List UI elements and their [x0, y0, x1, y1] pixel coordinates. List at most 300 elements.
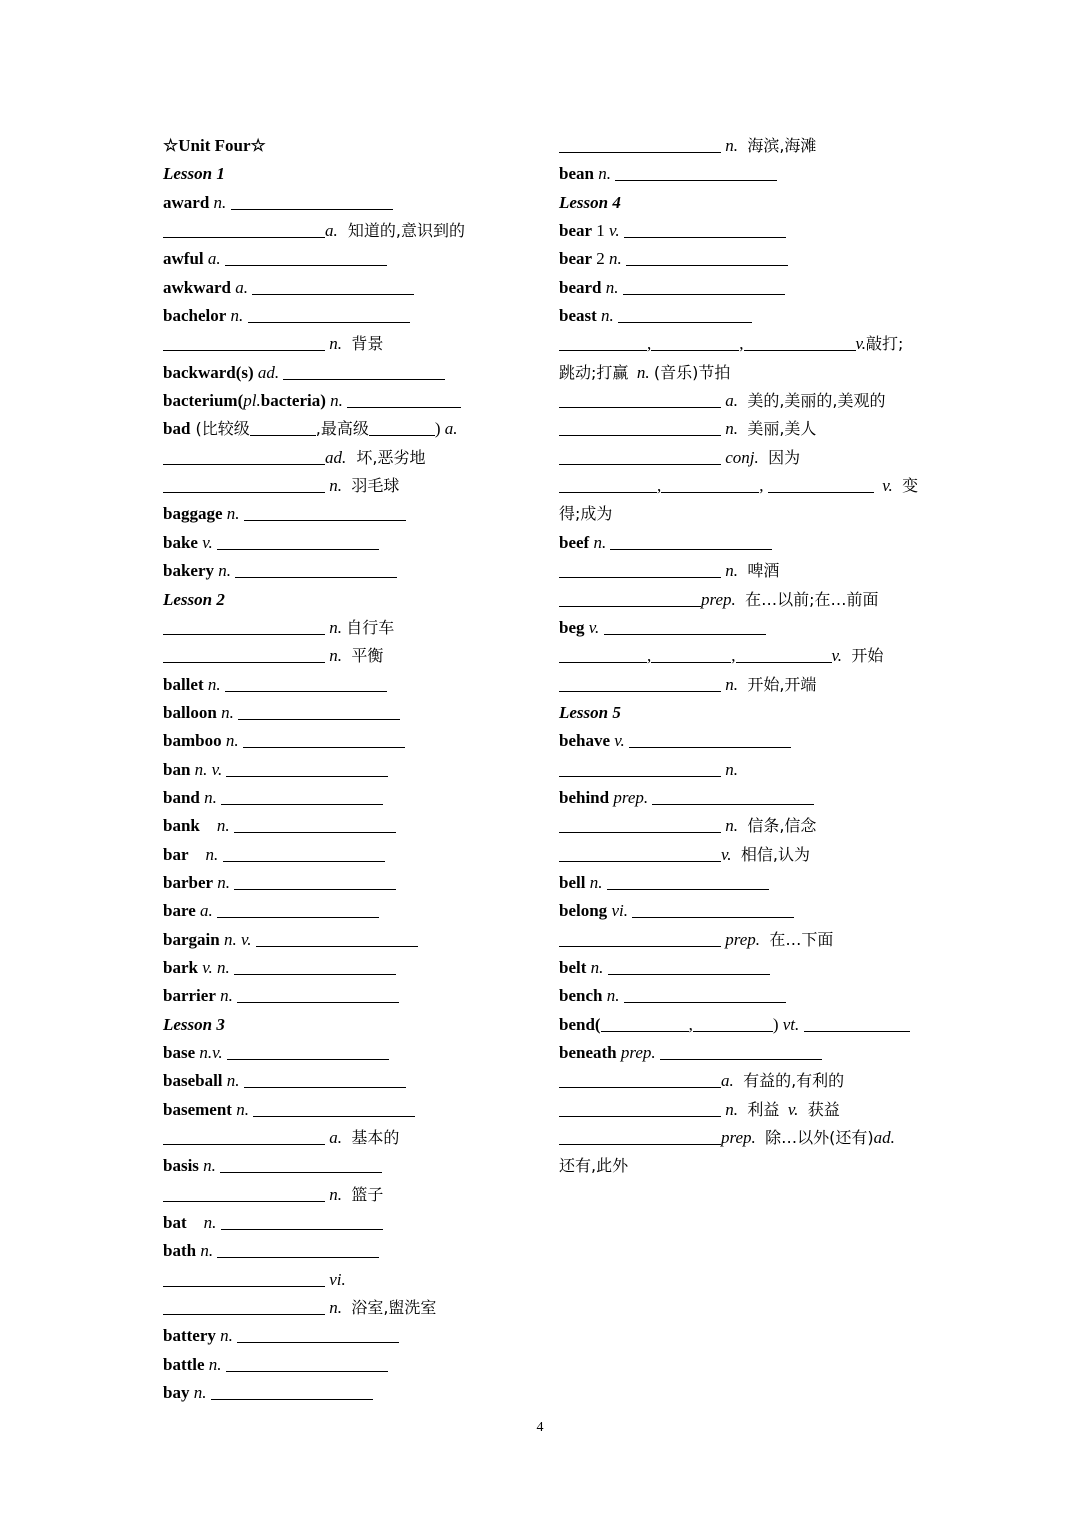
- vocab-row: [559, 926, 931, 954]
- part-of-speech: v.: [604, 221, 624, 241]
- answer-blank[interactable]: [226, 759, 388, 777]
- punctuation: 2: [592, 249, 605, 269]
- vocab-row: [559, 330, 931, 358]
- answer-blank[interactable]: [237, 985, 399, 1003]
- part-of-speech: prep.: [721, 929, 765, 949]
- answer-blank[interactable]: [235, 560, 397, 578]
- headword: baggage: [163, 504, 223, 524]
- headword: bachelor: [163, 306, 227, 326]
- vocab-row: [559, 132, 931, 160]
- answer-blank[interactable]: [250, 418, 316, 436]
- answer-blank[interactable]: [604, 617, 766, 635]
- vocab-row: [559, 160, 931, 188]
- answer-blank[interactable]: [226, 1354, 388, 1372]
- vocab-row: [559, 982, 931, 1010]
- answer-blank[interactable]: [217, 900, 379, 918]
- answer-blank[interactable]: [744, 333, 856, 351]
- vocab-row: [163, 982, 533, 1010]
- answer-blank[interactable]: [607, 872, 769, 890]
- chinese-meaning: 篮子: [346, 1184, 384, 1204]
- answer-blank[interactable]: [163, 1269, 325, 1287]
- answer-blank[interactable]: [632, 900, 794, 918]
- unit-heading: ☆Unit Four☆: [163, 136, 266, 155]
- vocab-row: [163, 217, 533, 245]
- part-of-speech: vt.: [778, 1014, 804, 1034]
- part-of-speech: n.: [221, 731, 243, 751]
- vocab-row: [163, 642, 533, 670]
- chinese-meaning: 知道的,意识到的: [337, 221, 466, 241]
- part-of-speech: a.: [325, 1128, 347, 1148]
- part-of-speech: v. n.: [197, 957, 235, 977]
- vocab-row: [163, 1209, 533, 1237]
- headword: bare: [163, 901, 196, 921]
- part-of-speech: a.: [721, 391, 743, 411]
- answer-blank[interactable]: [163, 1184, 325, 1202]
- answer-blank[interactable]: [559, 1070, 721, 1088]
- vocab-row: [559, 756, 931, 784]
- vocab-row: [163, 727, 533, 755]
- vocab-row: [559, 784, 931, 812]
- punctuation: ,: [657, 476, 662, 496]
- part-of-speech: n.: [204, 1354, 226, 1374]
- chinese-meaning: 浴室,盥洗室: [346, 1298, 437, 1318]
- chinese-meaning: 海滨,海滩: [742, 136, 817, 155]
- vocab-row: [559, 274, 931, 302]
- part-of-speech: n.: [721, 674, 743, 694]
- answer-blank[interactable]: [223, 844, 385, 862]
- chinese-meaning: 自行车: [346, 617, 395, 637]
- answer-blank[interactable]: [217, 532, 379, 550]
- answer-blank[interactable]: [651, 333, 739, 351]
- part-of-speech: n.: [602, 986, 624, 1006]
- answer-blank[interactable]: [559, 333, 647, 351]
- chinese-meaning: 在…以前;在…前面: [740, 589, 879, 609]
- answer-blank[interactable]: [217, 1240, 379, 1258]
- punctuation: ,: [739, 334, 744, 354]
- answer-blank[interactable]: [618, 305, 752, 323]
- answer-blank[interactable]: [559, 390, 721, 408]
- headword: bar: [163, 844, 189, 864]
- part-of-speech: a.: [231, 277, 253, 297]
- part-of-speech: n.: [325, 391, 348, 411]
- chinese-meaning: 羽毛球: [346, 476, 400, 496]
- vocab-row: [163, 1011, 533, 1039]
- punctuation: ,: [759, 476, 768, 496]
- vocab-row: [163, 245, 533, 273]
- headword: backward(s): [163, 362, 254, 382]
- vocab-row: [163, 812, 533, 840]
- answer-blank[interactable]: [559, 1099, 721, 1117]
- vocab-row: [559, 897, 931, 925]
- part-of-speech: n.v.: [195, 1043, 227, 1062]
- vocab-row: [163, 756, 533, 784]
- part-of-speech: a.: [325, 221, 338, 241]
- headword: bake: [163, 532, 198, 552]
- vocab-row: [559, 954, 931, 982]
- vocab-row: [163, 954, 533, 982]
- vocab-row: [559, 1096, 931, 1124]
- part-of-speech: n.: [596, 306, 619, 326]
- headword: bean: [559, 164, 594, 184]
- vocab-row: [559, 359, 931, 387]
- headword: beg: [559, 617, 585, 637]
- answer-blank[interactable]: [601, 1014, 689, 1032]
- vocab-row: [163, 415, 533, 443]
- vocab-row: [163, 359, 533, 387]
- answer-blank[interactable]: [211, 1382, 373, 1400]
- answer-blank[interactable]: [234, 872, 396, 890]
- chinese-meaning: 坏,恶劣地: [346, 447, 426, 467]
- vocab-row: [163, 189, 533, 217]
- vocab-row: [163, 160, 533, 188]
- part-of-speech: prep.: [616, 1043, 660, 1062]
- chinese-meaning: 啤酒: [742, 561, 780, 581]
- left-column: [163, 132, 533, 1407]
- part-of-speech: n.: [585, 872, 607, 892]
- answer-blank[interactable]: [221, 787, 383, 805]
- answer-blank[interactable]: [256, 929, 418, 947]
- headword: bark: [163, 957, 198, 977]
- part-of-speech: v.: [779, 1099, 803, 1119]
- answer-blank[interactable]: [253, 1099, 415, 1117]
- chinese-meaning: 相信,认为: [735, 844, 810, 864]
- part-of-speech: n.: [721, 419, 743, 439]
- answer-blank[interactable]: [559, 135, 721, 153]
- answer-blank[interactable]: [559, 589, 701, 607]
- headword: battery: [163, 1326, 216, 1346]
- answer-blank[interactable]: [559, 560, 721, 578]
- part-of-speech: n.: [231, 1099, 254, 1119]
- chinese-meaning: 利益: [742, 1099, 780, 1119]
- punctuation: 1: [592, 221, 605, 241]
- answer-blank[interactable]: [559, 475, 657, 493]
- chinese-meaning: 敲打;: [866, 334, 904, 354]
- part-of-speech: n.: [214, 561, 236, 581]
- answer-blank[interactable]: [624, 220, 786, 238]
- part-of-speech: v.: [873, 476, 898, 496]
- answer-blank[interactable]: [225, 674, 387, 692]
- answer-blank[interactable]: [624, 985, 786, 1003]
- answer-blank[interactable]: [248, 305, 410, 323]
- headword: bay: [163, 1383, 190, 1403]
- vocab-row: [163, 472, 533, 500]
- headword: beard: [559, 277, 602, 297]
- headword: bank: [163, 816, 200, 836]
- part-of-speech: ad.: [325, 447, 347, 467]
- vocab-row: [163, 302, 533, 330]
- part-of-speech: n.: [209, 192, 231, 212]
- answer-blank[interactable]: [768, 475, 874, 493]
- part-of-speech: n.: [325, 334, 347, 354]
- vocab-row: [163, 387, 533, 415]
- part-of-speech: n.: [215, 986, 238, 1006]
- answer-blank[interactable]: [369, 418, 435, 436]
- part-of-speech: v.: [584, 617, 604, 637]
- answer-blank[interactable]: [225, 248, 387, 266]
- vocab-row: [163, 529, 533, 557]
- answer-blank[interactable]: [610, 532, 772, 550]
- lesson-heading: Lesson 2: [163, 589, 225, 609]
- part-of-speech: v.: [197, 532, 218, 552]
- part-of-speech: a.: [440, 419, 458, 439]
- answer-blank[interactable]: [243, 730, 405, 748]
- vocab-row: [559, 1152, 931, 1180]
- part-of-speech: n.: [628, 362, 654, 382]
- answer-blank[interactable]: [559, 418, 721, 436]
- answer-blank[interactable]: [237, 1325, 399, 1343]
- vocab-row: [559, 671, 931, 699]
- part-of-speech: n.: [226, 306, 248, 326]
- answer-blank[interactable]: [629, 730, 791, 748]
- headword: barber: [163, 872, 214, 892]
- part-of-speech: v.: [610, 731, 630, 751]
- part-of-speech: prep.: [609, 787, 653, 807]
- headword: base: [163, 1043, 196, 1062]
- part-of-speech: n.: [325, 1184, 347, 1204]
- headword: bath: [163, 1241, 197, 1261]
- part-of-speech: n.: [222, 1071, 244, 1091]
- vocab-row: [163, 132, 533, 160]
- chinese-meaning: (音乐)节拍: [653, 362, 731, 382]
- answer-blank[interactable]: [163, 447, 325, 465]
- part-of-speech: n.: [325, 476, 347, 496]
- part-of-speech: n.: [325, 646, 347, 666]
- vocab-row: [163, 1379, 533, 1407]
- part-of-speech: n.: [589, 532, 611, 552]
- vocab-row: [559, 869, 931, 897]
- answer-blank[interactable]: [559, 447, 721, 465]
- headword: baseball: [163, 1071, 223, 1091]
- part-of-speech: n.: [198, 1156, 221, 1176]
- answer-blank[interactable]: [227, 1042, 389, 1060]
- vocab-row: [163, 1266, 533, 1294]
- part-of-speech: n.: [593, 164, 616, 184]
- answer-blank[interactable]: [231, 192, 393, 210]
- lesson-heading: Lesson 1: [163, 164, 225, 184]
- vocab-row: [163, 557, 533, 585]
- headword: balloon: [163, 702, 217, 722]
- headword: beast: [559, 306, 597, 326]
- part-of-speech: n.: [196, 1241, 218, 1261]
- vocab-row: [163, 500, 533, 528]
- vocab-row: [163, 1181, 533, 1209]
- vocab-row: [559, 189, 931, 217]
- chinese-meaning: 跳动;打赢: [559, 362, 629, 382]
- vocab-row: [559, 586, 931, 614]
- answer-blank[interactable]: [559, 759, 721, 777]
- part-of-speech: n. v.: [219, 929, 256, 949]
- answer-blank[interactable]: [252, 277, 414, 295]
- vocab-row: [163, 1237, 533, 1265]
- lesson-heading: Lesson 5: [559, 702, 621, 722]
- vocab-row: [163, 274, 533, 302]
- headword: bear: [559, 249, 593, 269]
- answer-blank[interactable]: [736, 645, 832, 663]
- part-of-speech: v.: [721, 844, 736, 864]
- headword: awful: [163, 249, 204, 269]
- part-of-speech: n.: [721, 561, 743, 581]
- answer-blank[interactable]: [163, 220, 325, 238]
- punctuation: ): [434, 419, 441, 439]
- answer-blank[interactable]: [163, 333, 325, 351]
- part-of-speech: v.: [855, 334, 867, 354]
- part-of-speech: a.: [195, 901, 217, 921]
- headword: behind: [559, 787, 610, 807]
- answer-blank[interactable]: [238, 702, 400, 720]
- headword: beneath: [559, 1043, 617, 1062]
- answer-blank[interactable]: [163, 1297, 325, 1315]
- headword: bear: [559, 221, 593, 241]
- answer-blank[interactable]: [163, 617, 325, 635]
- headword: bamboo: [163, 731, 222, 751]
- chinese-meaning: 还有,此外: [559, 1156, 629, 1176]
- headword: awkward: [163, 277, 232, 297]
- vocab-row: [559, 1039, 931, 1067]
- part-of-speech: n.: [199, 816, 234, 836]
- vocab-row: [163, 699, 533, 727]
- answer-blank[interactable]: [220, 1155, 382, 1173]
- answer-blank[interactable]: [163, 645, 325, 663]
- vocab-row: [559, 642, 931, 670]
- part-of-speech: n.: [601, 277, 623, 297]
- punctuation: ,: [647, 334, 652, 354]
- part-of-speech: n.: [189, 1383, 211, 1403]
- answer-blank[interactable]: [693, 1014, 773, 1032]
- chinese-meaning: 开始,开端: [742, 674, 817, 694]
- part-of-speech: ad.: [253, 362, 284, 382]
- part-of-speech: n.: [203, 674, 225, 694]
- chinese-meaning: 获益: [802, 1099, 840, 1119]
- answer-blank[interactable]: [660, 1042, 822, 1060]
- headword: bacterium(: [163, 391, 244, 411]
- vocab-row: [559, 529, 931, 557]
- headword: beef: [559, 532, 590, 552]
- vocab-row: [163, 897, 533, 925]
- chinese-meaning: 开始: [846, 646, 884, 666]
- vocab-row: [163, 671, 533, 699]
- vocab-row: [163, 586, 533, 614]
- answer-blank[interactable]: [651, 645, 731, 663]
- part-of-speech: prep.: [721, 1128, 761, 1148]
- part-of-speech: vi.: [325, 1269, 346, 1289]
- headword: belong: [559, 901, 608, 921]
- answer-blank[interactable]: [221, 1212, 383, 1230]
- headword: barrier: [163, 986, 216, 1006]
- part-of-speech: a.: [721, 1071, 738, 1091]
- part-of-speech: pl.: [243, 391, 261, 411]
- vocab-row: [559, 444, 931, 472]
- part-of-speech: a.: [203, 249, 225, 269]
- vocab-row: [163, 1124, 533, 1152]
- answer-blank[interactable]: [559, 1127, 721, 1145]
- answer-blank[interactable]: [283, 362, 445, 380]
- chinese-meaning: 除…以外(还有): [760, 1128, 874, 1148]
- chinese-meaning: 背景: [346, 334, 384, 354]
- answer-blank[interactable]: [163, 1127, 325, 1145]
- answer-blank[interactable]: [661, 475, 759, 493]
- lesson-heading: Lesson 4: [559, 192, 621, 212]
- vocab-row: [163, 444, 533, 472]
- answer-blank[interactable]: [244, 503, 406, 521]
- headword: basement: [163, 1099, 232, 1119]
- vocab-row: [163, 1351, 533, 1379]
- vocab-row: [559, 841, 931, 869]
- punctuation: ,: [731, 646, 736, 666]
- answer-blank[interactable]: [623, 277, 785, 295]
- answer-blank[interactable]: [608, 957, 770, 975]
- vocab-row: [559, 387, 931, 415]
- answer-blank[interactable]: [559, 844, 721, 862]
- vocab-row: [163, 1096, 533, 1124]
- vocab-row: [559, 1011, 931, 1039]
- headword: bakery: [163, 561, 214, 581]
- answer-blank[interactable]: [559, 645, 647, 663]
- headword: bat: [163, 1213, 187, 1233]
- chinese-meaning: 美的,美丽的,美观的: [742, 391, 886, 411]
- vocab-row: [559, 812, 931, 840]
- answer-blank[interactable]: [559, 929, 721, 947]
- answer-blank[interactable]: [559, 815, 721, 833]
- vocab-row: [163, 614, 533, 642]
- right-column: [559, 132, 931, 1181]
- vocab-row: [559, 245, 931, 273]
- headword: band: [163, 787, 200, 807]
- answer-blank[interactable]: [804, 1014, 910, 1032]
- chinese-meaning: ,最高级: [315, 419, 369, 439]
- answer-blank[interactable]: [626, 248, 788, 266]
- vocab-row: [559, 472, 931, 500]
- answer-blank[interactable]: [559, 674, 721, 692]
- vocab-row: [163, 1039, 533, 1067]
- part-of-speech: n.: [186, 1213, 221, 1233]
- answer-blank[interactable]: [652, 787, 814, 805]
- headword: basis: [163, 1156, 199, 1176]
- vocab-row: [559, 1067, 931, 1095]
- vocab-row: [163, 1067, 533, 1095]
- vocab-row: [163, 330, 533, 358]
- part-of-speech: v.: [831, 646, 847, 666]
- chinese-meaning: 变: [897, 476, 919, 496]
- answer-blank[interactable]: [615, 163, 777, 181]
- vocab-row: [559, 217, 931, 245]
- headword: bargain: [163, 929, 220, 949]
- part-of-speech: conj.: [721, 447, 764, 467]
- chinese-meaning: 信条,信念: [742, 816, 817, 836]
- part-of-speech: n.: [721, 816, 743, 836]
- part-of-speech: n. v.: [190, 759, 227, 779]
- page-number: 4: [536, 1420, 544, 1435]
- vocab-row: [559, 302, 931, 330]
- answer-blank[interactable]: [347, 390, 461, 408]
- answer-blank[interactable]: [234, 815, 396, 833]
- vocab-row: [559, 500, 931, 528]
- vocab-row: [163, 1322, 533, 1350]
- part-of-speech: n.: [604, 249, 627, 269]
- part-of-speech: n.: [721, 1099, 743, 1119]
- lesson-heading: Lesson 3: [163, 1014, 225, 1034]
- vocab-row: [163, 1294, 533, 1322]
- vocab-row: [163, 841, 533, 869]
- chinese-meaning: 基本的: [346, 1128, 400, 1148]
- vocab-row: [163, 1152, 533, 1180]
- headword: behave: [559, 731, 610, 751]
- answer-blank[interactable]: [244, 1070, 406, 1088]
- part-of-speech: n.: [199, 787, 222, 807]
- answer-blank[interactable]: [163, 475, 325, 493]
- answer-blank[interactable]: [234, 957, 396, 975]
- part-of-speech: vi.: [607, 901, 633, 921]
- chinese-meaning: (比较级: [190, 419, 250, 439]
